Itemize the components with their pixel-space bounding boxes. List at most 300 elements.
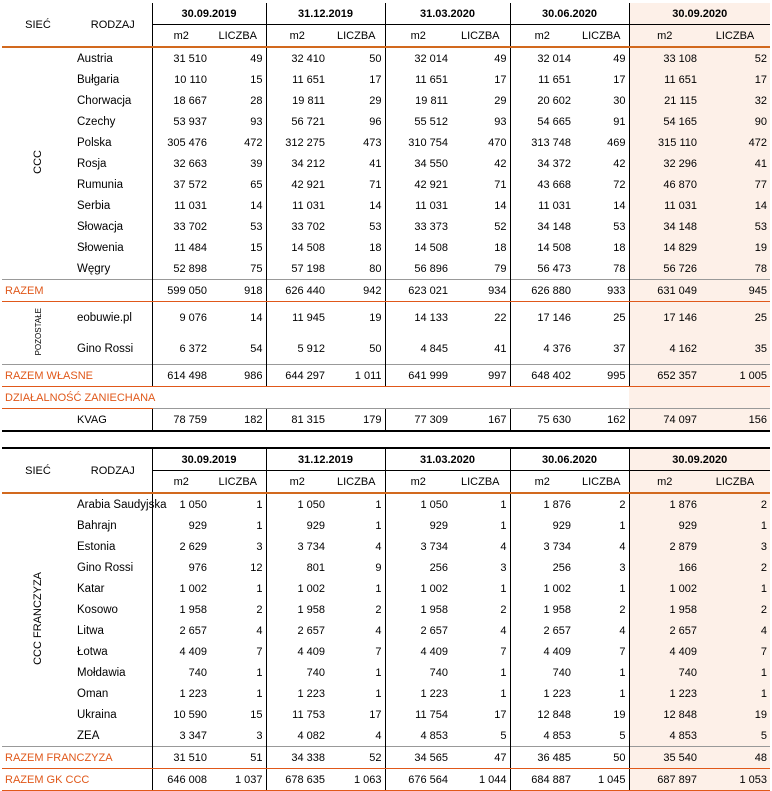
cell-liczba: 19 bbox=[700, 704, 770, 725]
cell-liczba: 1 bbox=[619, 687, 626, 700]
discontinued-label: DZIAŁALNOŚĆ ZANIECHANA bbox=[2, 387, 152, 409]
cell-liczba: 14 bbox=[700, 195, 770, 216]
cell-m2: 801 bbox=[266, 557, 328, 578]
cell-liczba: 5 bbox=[700, 725, 770, 747]
table-row bbox=[2, 620, 770, 641]
cell-liczba: 3 bbox=[700, 536, 770, 557]
cell-liczba: 52 bbox=[700, 47, 770, 69]
cell-m2: 1 958 bbox=[385, 599, 451, 620]
cell-m2: 74 097 bbox=[629, 409, 700, 432]
cell-liczba: 51 bbox=[210, 747, 266, 769]
cell-m2: 626 880 bbox=[510, 280, 574, 302]
cell-liczba: 1 005 bbox=[700, 365, 770, 387]
cell-liczba: 934 bbox=[451, 280, 510, 302]
empty-cell bbox=[2, 409, 74, 432]
header-liczba: LICZBA bbox=[328, 471, 385, 494]
cell-liczba: 37 bbox=[613, 342, 626, 355]
cell-liczba: 942 bbox=[328, 280, 385, 302]
cell-liczba: 53 bbox=[250, 220, 263, 233]
cell-m2: 312 275 bbox=[266, 132, 328, 153]
cell-m2: 684 887 bbox=[510, 769, 574, 791]
table-row bbox=[2, 704, 770, 725]
cell-m2: 2 657 bbox=[385, 620, 451, 641]
cell-liczba: 1 037 bbox=[210, 769, 266, 791]
cell-liczba: 53 bbox=[700, 216, 770, 237]
cell-liczba: 4 bbox=[619, 540, 626, 553]
cell-m2: 77 309 bbox=[385, 409, 451, 432]
group-pozostale bbox=[2, 302, 74, 365]
table-row bbox=[2, 132, 770, 153]
bottom-table bbox=[2, 447, 770, 791]
cell-m2: 1 958 bbox=[510, 599, 574, 620]
cell-m2: 1 223 bbox=[510, 683, 574, 704]
cell-m2: 33 108 bbox=[629, 47, 700, 69]
header-m2: m2 bbox=[152, 471, 210, 494]
cell-liczba: 1 bbox=[700, 662, 770, 683]
cell-liczba: 2 bbox=[700, 493, 770, 515]
cell-m2: 14 508 bbox=[266, 237, 328, 258]
cell-liczba: 1 bbox=[256, 519, 263, 532]
cell-m2: 1 002 bbox=[266, 578, 328, 599]
cell-m2: 1 958 bbox=[629, 599, 700, 620]
cell-liczba: 93 bbox=[250, 115, 263, 128]
cell-liczba: 2 bbox=[256, 603, 263, 616]
cell-liczba: 1 bbox=[375, 519, 382, 532]
row-label: Słowacja bbox=[77, 220, 124, 233]
empty-cell bbox=[451, 387, 510, 409]
cell-liczba: 19 bbox=[613, 708, 626, 721]
cell-m2: 34 148 bbox=[629, 216, 700, 237]
cell-liczba: 19 bbox=[700, 237, 770, 258]
header-m2: m2 bbox=[385, 25, 451, 48]
cell-liczba: 72 bbox=[613, 178, 626, 191]
cell-m2: 11 754 bbox=[385, 704, 451, 725]
cell-m2: 52 898 bbox=[152, 258, 210, 280]
cell-m2: 1 223 bbox=[629, 683, 700, 704]
cell-m2: 2 657 bbox=[266, 620, 328, 641]
cell-m2: 740 bbox=[385, 662, 451, 683]
razem-wlasne-label: RAZEM WŁASNE bbox=[2, 365, 152, 387]
table-row bbox=[2, 662, 770, 683]
cell-m2: 32 014 bbox=[385, 47, 451, 69]
table-row bbox=[2, 302, 770, 334]
cell-m2: 648 402 bbox=[510, 365, 574, 387]
cell-liczba: 90 bbox=[700, 111, 770, 132]
table-row bbox=[2, 725, 770, 747]
cell-m2: 2 879 bbox=[629, 536, 700, 557]
empty-cell bbox=[574, 387, 629, 409]
cell-liczba: 42 bbox=[494, 157, 507, 170]
header-m2: m2 bbox=[385, 471, 451, 494]
cell-liczba: 4 bbox=[700, 620, 770, 641]
discontinued-row bbox=[2, 387, 770, 409]
cell-m2: 2 657 bbox=[629, 620, 700, 641]
header-date-1: 30.09.2019 bbox=[152, 3, 266, 25]
cell-liczba: 7 bbox=[375, 645, 382, 658]
cell-liczba: 53 bbox=[613, 220, 626, 233]
cell-m2: 46 870 bbox=[629, 174, 700, 195]
cell-liczba: 18 bbox=[494, 241, 507, 254]
row-label: Estonia bbox=[77, 540, 116, 553]
cell-m2: 929 bbox=[629, 515, 700, 536]
cell-liczba: 179 bbox=[328, 409, 385, 432]
table-row bbox=[2, 333, 770, 365]
cell-liczba: 3 bbox=[500, 561, 507, 574]
cell-m2: 20 602 bbox=[510, 90, 574, 111]
cell-liczba: 1 bbox=[700, 515, 770, 536]
cell-m2: 11 484 bbox=[152, 237, 210, 258]
cell-liczba: 1 045 bbox=[574, 769, 629, 791]
cell-liczba: 1 063 bbox=[328, 769, 385, 791]
cell-liczba: 48 bbox=[700, 747, 770, 769]
razem-franczyza-label: RAZEM FRANCZYZA bbox=[2, 747, 152, 769]
empty-cell bbox=[700, 387, 770, 409]
cell-m2: 5 912 bbox=[266, 333, 328, 365]
cell-liczba: 15 bbox=[250, 73, 263, 86]
cell-m2: 614 498 bbox=[152, 365, 210, 387]
table-row bbox=[2, 599, 770, 620]
cell-liczba: 77 bbox=[700, 174, 770, 195]
row-label: Czechy bbox=[77, 115, 116, 128]
row-label: Słowenia bbox=[77, 241, 124, 254]
cell-m2: 35 540 bbox=[629, 747, 700, 769]
cell-liczba: 15 bbox=[250, 241, 263, 254]
cell-m2: 31 510 bbox=[152, 47, 210, 69]
cell-liczba: 1 bbox=[375, 687, 382, 700]
cell-liczba: 473 bbox=[363, 136, 382, 149]
cell-m2: 11 031 bbox=[385, 195, 451, 216]
cell-m2: 740 bbox=[510, 662, 574, 683]
table-row bbox=[2, 683, 770, 704]
cell-m2: 256 bbox=[510, 557, 574, 578]
cell-m2: 54 665 bbox=[510, 111, 574, 132]
cell-m2: 11 031 bbox=[266, 195, 328, 216]
kvag-row bbox=[2, 409, 770, 432]
row-label: Gino Rossi bbox=[77, 342, 134, 355]
cell-liczba: 1 bbox=[619, 582, 626, 595]
table-row bbox=[2, 153, 770, 174]
cell-m2: 10 110 bbox=[152, 69, 210, 90]
cell-liczba: 2 bbox=[700, 557, 770, 578]
cell-liczba: 3 bbox=[256, 729, 263, 742]
cell-liczba: 1 bbox=[375, 582, 382, 595]
header-m2: m2 bbox=[510, 471, 574, 494]
cell-liczba: 1 bbox=[256, 687, 263, 700]
cell-m2: 1 002 bbox=[152, 578, 210, 599]
cell-m2: 34 212 bbox=[266, 153, 328, 174]
header-m2: m2 bbox=[629, 25, 700, 48]
row-label: eobuwie.pl bbox=[77, 311, 132, 324]
cell-m2: 315 110 bbox=[629, 132, 700, 153]
table-row bbox=[2, 216, 770, 237]
cell-m2: 56 896 bbox=[385, 258, 451, 280]
cell-m2: 1 002 bbox=[629, 578, 700, 599]
cell-m2: 33 702 bbox=[266, 216, 328, 237]
cell-m2: 14 508 bbox=[385, 237, 451, 258]
cell-m2: 11 031 bbox=[629, 195, 700, 216]
cell-m2: 1 958 bbox=[152, 599, 210, 620]
cell-m2: 740 bbox=[629, 662, 700, 683]
cell-liczba: 49 bbox=[250, 52, 263, 65]
cell-m2: 646 008 bbox=[152, 769, 210, 791]
cell-liczba: 182 bbox=[210, 409, 266, 432]
cell-m2: 18 667 bbox=[152, 90, 210, 111]
cell-liczba: 1 bbox=[619, 666, 626, 679]
header-date-5: 30.09.2020 bbox=[629, 448, 770, 471]
cell-m2: 305 476 bbox=[152, 132, 210, 153]
cell-liczba: 162 bbox=[574, 409, 629, 432]
group-ccc-text: CCC bbox=[32, 150, 44, 174]
cell-liczba: 17 bbox=[700, 69, 770, 90]
cell-m2: 33 373 bbox=[385, 216, 451, 237]
header-date-4: 30.06.2020 bbox=[510, 448, 629, 471]
cell-liczba: 470 bbox=[488, 136, 507, 149]
table-row bbox=[2, 237, 770, 258]
cell-m2: 4 853 bbox=[629, 725, 700, 747]
cell-liczba: 1 bbox=[500, 498, 507, 511]
cell-m2: 687 897 bbox=[629, 769, 700, 791]
cell-liczba: 53 bbox=[369, 220, 382, 233]
cell-liczba: 4 bbox=[375, 729, 382, 742]
cell-liczba: 19 bbox=[369, 311, 382, 324]
cell-m2: 4 409 bbox=[510, 641, 574, 662]
header-siec: SIEĆ bbox=[2, 448, 74, 493]
cell-m2: 3 734 bbox=[510, 536, 574, 557]
cell-m2: 14 508 bbox=[510, 237, 574, 258]
header-siec: SIEĆ bbox=[2, 3, 74, 47]
cell-m2: 56 721 bbox=[266, 111, 328, 132]
cell-liczba: 2 bbox=[700, 599, 770, 620]
cell-liczba: 469 bbox=[607, 136, 626, 149]
cell-liczba: 50 bbox=[369, 342, 382, 355]
table-row bbox=[2, 536, 770, 557]
header-date-1: 30.09.2019 bbox=[152, 448, 266, 471]
cell-liczba: 32 bbox=[700, 90, 770, 111]
group-ccc bbox=[2, 47, 74, 280]
row-label: Litwa bbox=[77, 624, 104, 637]
table-row bbox=[2, 195, 770, 216]
cell-m2: 17 146 bbox=[629, 302, 700, 334]
cell-liczba: 7 bbox=[619, 645, 626, 658]
empty-cell bbox=[629, 387, 700, 409]
header-date-2: 31.12.2019 bbox=[266, 3, 385, 25]
empty-cell bbox=[328, 387, 385, 409]
header-date-5: 30.09.2020 bbox=[629, 3, 770, 25]
cell-m2: 1 050 bbox=[266, 493, 328, 515]
cell-m2: 11 651 bbox=[629, 69, 700, 90]
empty-cell bbox=[266, 387, 328, 409]
cell-liczba: 156 bbox=[700, 409, 770, 432]
cell-m2: 33 702 bbox=[152, 216, 210, 237]
cell-liczba: 997 bbox=[451, 365, 510, 387]
row-label: Chorwacja bbox=[77, 94, 132, 107]
cell-liczba: 50 bbox=[369, 52, 382, 65]
cell-liczba: 5 bbox=[500, 729, 507, 742]
cell-m2: 32 296 bbox=[629, 153, 700, 174]
cell-m2: 4 853 bbox=[385, 725, 451, 747]
cell-m2: 34 550 bbox=[385, 153, 451, 174]
cell-m2: 4 853 bbox=[510, 725, 574, 747]
table-row bbox=[2, 515, 770, 536]
cell-m2: 12 848 bbox=[629, 704, 700, 725]
cell-liczba: 167 bbox=[451, 409, 510, 432]
cell-liczba: 14 bbox=[250, 311, 263, 324]
table-row bbox=[2, 47, 770, 69]
cell-liczba: 1 bbox=[500, 519, 507, 532]
header-liczba: LICZBA bbox=[574, 471, 629, 494]
cell-m2: 2 629 bbox=[152, 536, 210, 557]
cell-m2: 54 165 bbox=[629, 111, 700, 132]
cell-m2: 11 031 bbox=[510, 195, 574, 216]
cell-m2: 1 223 bbox=[266, 683, 328, 704]
cell-m2: 19 811 bbox=[385, 90, 451, 111]
group-franczyza bbox=[2, 493, 74, 747]
cell-liczba: 18 bbox=[613, 241, 626, 254]
cell-m2: 34 338 bbox=[266, 747, 328, 769]
header-liczba: LICZBA bbox=[210, 25, 266, 48]
cell-liczba: 472 bbox=[700, 132, 770, 153]
cell-m2: 1 223 bbox=[152, 683, 210, 704]
cell-m2: 53 937 bbox=[152, 111, 210, 132]
razem-gk-label: RAZEM GK CCC bbox=[2, 769, 152, 791]
cell-liczba: 1 bbox=[375, 666, 382, 679]
cell-liczba: 5 bbox=[619, 729, 626, 742]
cell-liczba: 41 bbox=[369, 157, 382, 170]
cell-liczba: 1 044 bbox=[451, 769, 510, 791]
cell-m2: 11 753 bbox=[266, 704, 328, 725]
cell-m2: 11 651 bbox=[266, 69, 328, 90]
cell-m2: 1 050 bbox=[152, 493, 210, 515]
cell-m2: 929 bbox=[152, 515, 210, 536]
header-liczba: LICZBA bbox=[451, 25, 510, 48]
cell-m2: 32 014 bbox=[510, 47, 574, 69]
cell-m2: 31 510 bbox=[152, 747, 210, 769]
cell-m2: 42 921 bbox=[385, 174, 451, 195]
cell-m2: 929 bbox=[385, 515, 451, 536]
row-label: Arabia Saudyjska bbox=[77, 498, 167, 511]
cell-m2: 1 876 bbox=[510, 493, 574, 515]
cell-liczba: 78 bbox=[613, 262, 626, 275]
table-row bbox=[2, 174, 770, 195]
cell-liczba: 933 bbox=[574, 280, 629, 302]
razem-wlasne-row bbox=[2, 365, 770, 387]
cell-m2: 4 409 bbox=[629, 641, 700, 662]
cell-m2: 55 512 bbox=[385, 111, 451, 132]
cell-m2: 3 734 bbox=[385, 536, 451, 557]
cell-m2: 4 409 bbox=[385, 641, 451, 662]
table-row bbox=[2, 641, 770, 662]
cell-liczba: 30 bbox=[613, 94, 626, 107]
cell-liczba: 18 bbox=[369, 241, 382, 254]
cell-liczba: 29 bbox=[369, 94, 382, 107]
cell-liczba: 17 bbox=[494, 73, 507, 86]
cell-m2: 78 759 bbox=[152, 409, 210, 432]
header-liczba: LICZBA bbox=[700, 25, 770, 48]
row-label: Mołdawia bbox=[77, 666, 126, 679]
cell-liczba: 1 bbox=[619, 519, 626, 532]
cell-m2: 676 564 bbox=[385, 769, 451, 791]
cell-liczba: 79 bbox=[494, 262, 507, 275]
table-row bbox=[2, 493, 770, 515]
cell-liczba: 93 bbox=[494, 115, 507, 128]
cell-m2: 4 162 bbox=[629, 333, 700, 365]
cell-m2: 631 049 bbox=[629, 280, 700, 302]
table-row bbox=[2, 111, 770, 132]
cell-liczba: 25 bbox=[700, 302, 770, 334]
header-date-4: 30.06.2020 bbox=[510, 3, 629, 25]
cell-liczba: 986 bbox=[210, 365, 266, 387]
cell-liczba: 49 bbox=[494, 52, 507, 65]
cell-m2: 34 148 bbox=[510, 216, 574, 237]
cell-m2: 19 811 bbox=[266, 90, 328, 111]
cell-m2: 599 050 bbox=[152, 280, 210, 302]
cell-liczba: 41 bbox=[494, 342, 507, 355]
cell-m2: 623 021 bbox=[385, 280, 451, 302]
cell-liczba: 96 bbox=[369, 115, 382, 128]
cell-m2: 36 485 bbox=[510, 747, 574, 769]
razem-row bbox=[2, 280, 770, 302]
row-label: Katar bbox=[77, 582, 105, 595]
cell-m2: 1 958 bbox=[266, 599, 328, 620]
cell-liczba: 918 bbox=[210, 280, 266, 302]
cell-m2: 10 590 bbox=[152, 704, 210, 725]
header-liczba: LICZBA bbox=[451, 471, 510, 494]
cell-liczba: 2 bbox=[375, 603, 382, 616]
cell-liczba: 4 bbox=[500, 624, 507, 637]
cell-m2: 34 372 bbox=[510, 153, 574, 174]
cell-m2: 1 876 bbox=[629, 493, 700, 515]
row-label: ZEA bbox=[77, 729, 100, 742]
cell-liczba: 3 bbox=[619, 561, 626, 574]
header-rodzaj: RODZAJ bbox=[74, 448, 152, 493]
header-m2: m2 bbox=[152, 25, 210, 48]
cell-m2: 1 002 bbox=[385, 578, 451, 599]
cell-m2: 37 572 bbox=[152, 174, 210, 195]
cell-m2: 14 133 bbox=[385, 302, 451, 334]
razem-label: RAZEM bbox=[2, 280, 152, 302]
cell-m2: 43 668 bbox=[510, 174, 574, 195]
cell-liczba: 15 bbox=[250, 708, 263, 721]
cell-liczba: 2 bbox=[619, 498, 626, 511]
cell-m2: 929 bbox=[510, 515, 574, 536]
cell-liczba: 1 bbox=[700, 683, 770, 704]
row-label: Łotwa bbox=[77, 645, 108, 658]
cell-liczba: 4 bbox=[375, 540, 382, 553]
cell-m2: 81 315 bbox=[266, 409, 328, 432]
cell-m2: 9 076 bbox=[152, 302, 210, 334]
cell-liczba: 35 bbox=[700, 333, 770, 365]
cell-liczba: 54 bbox=[250, 342, 263, 355]
cell-liczba: 1 bbox=[375, 498, 382, 511]
cell-liczba: 25 bbox=[613, 311, 626, 324]
cell-liczba: 41 bbox=[700, 153, 770, 174]
row-label: Serbia bbox=[77, 199, 111, 212]
cell-liczba: 75 bbox=[250, 262, 263, 275]
row-label: Austria bbox=[77, 52, 113, 65]
cell-liczba: 22 bbox=[494, 311, 507, 324]
cell-m2: 4 082 bbox=[266, 725, 328, 747]
cell-liczba: 9 bbox=[375, 561, 382, 574]
cell-liczba: 4 bbox=[375, 624, 382, 637]
cell-liczba: 17 bbox=[613, 73, 626, 86]
cell-liczba: 3 bbox=[256, 540, 263, 553]
empty-cell bbox=[210, 387, 266, 409]
row-label: Bahrajn bbox=[77, 519, 117, 532]
cell-liczba: 28 bbox=[250, 94, 263, 107]
cell-liczba: 17 bbox=[494, 708, 507, 721]
cell-liczba: 1 bbox=[256, 498, 263, 511]
cell-m2: 976 bbox=[152, 557, 210, 578]
